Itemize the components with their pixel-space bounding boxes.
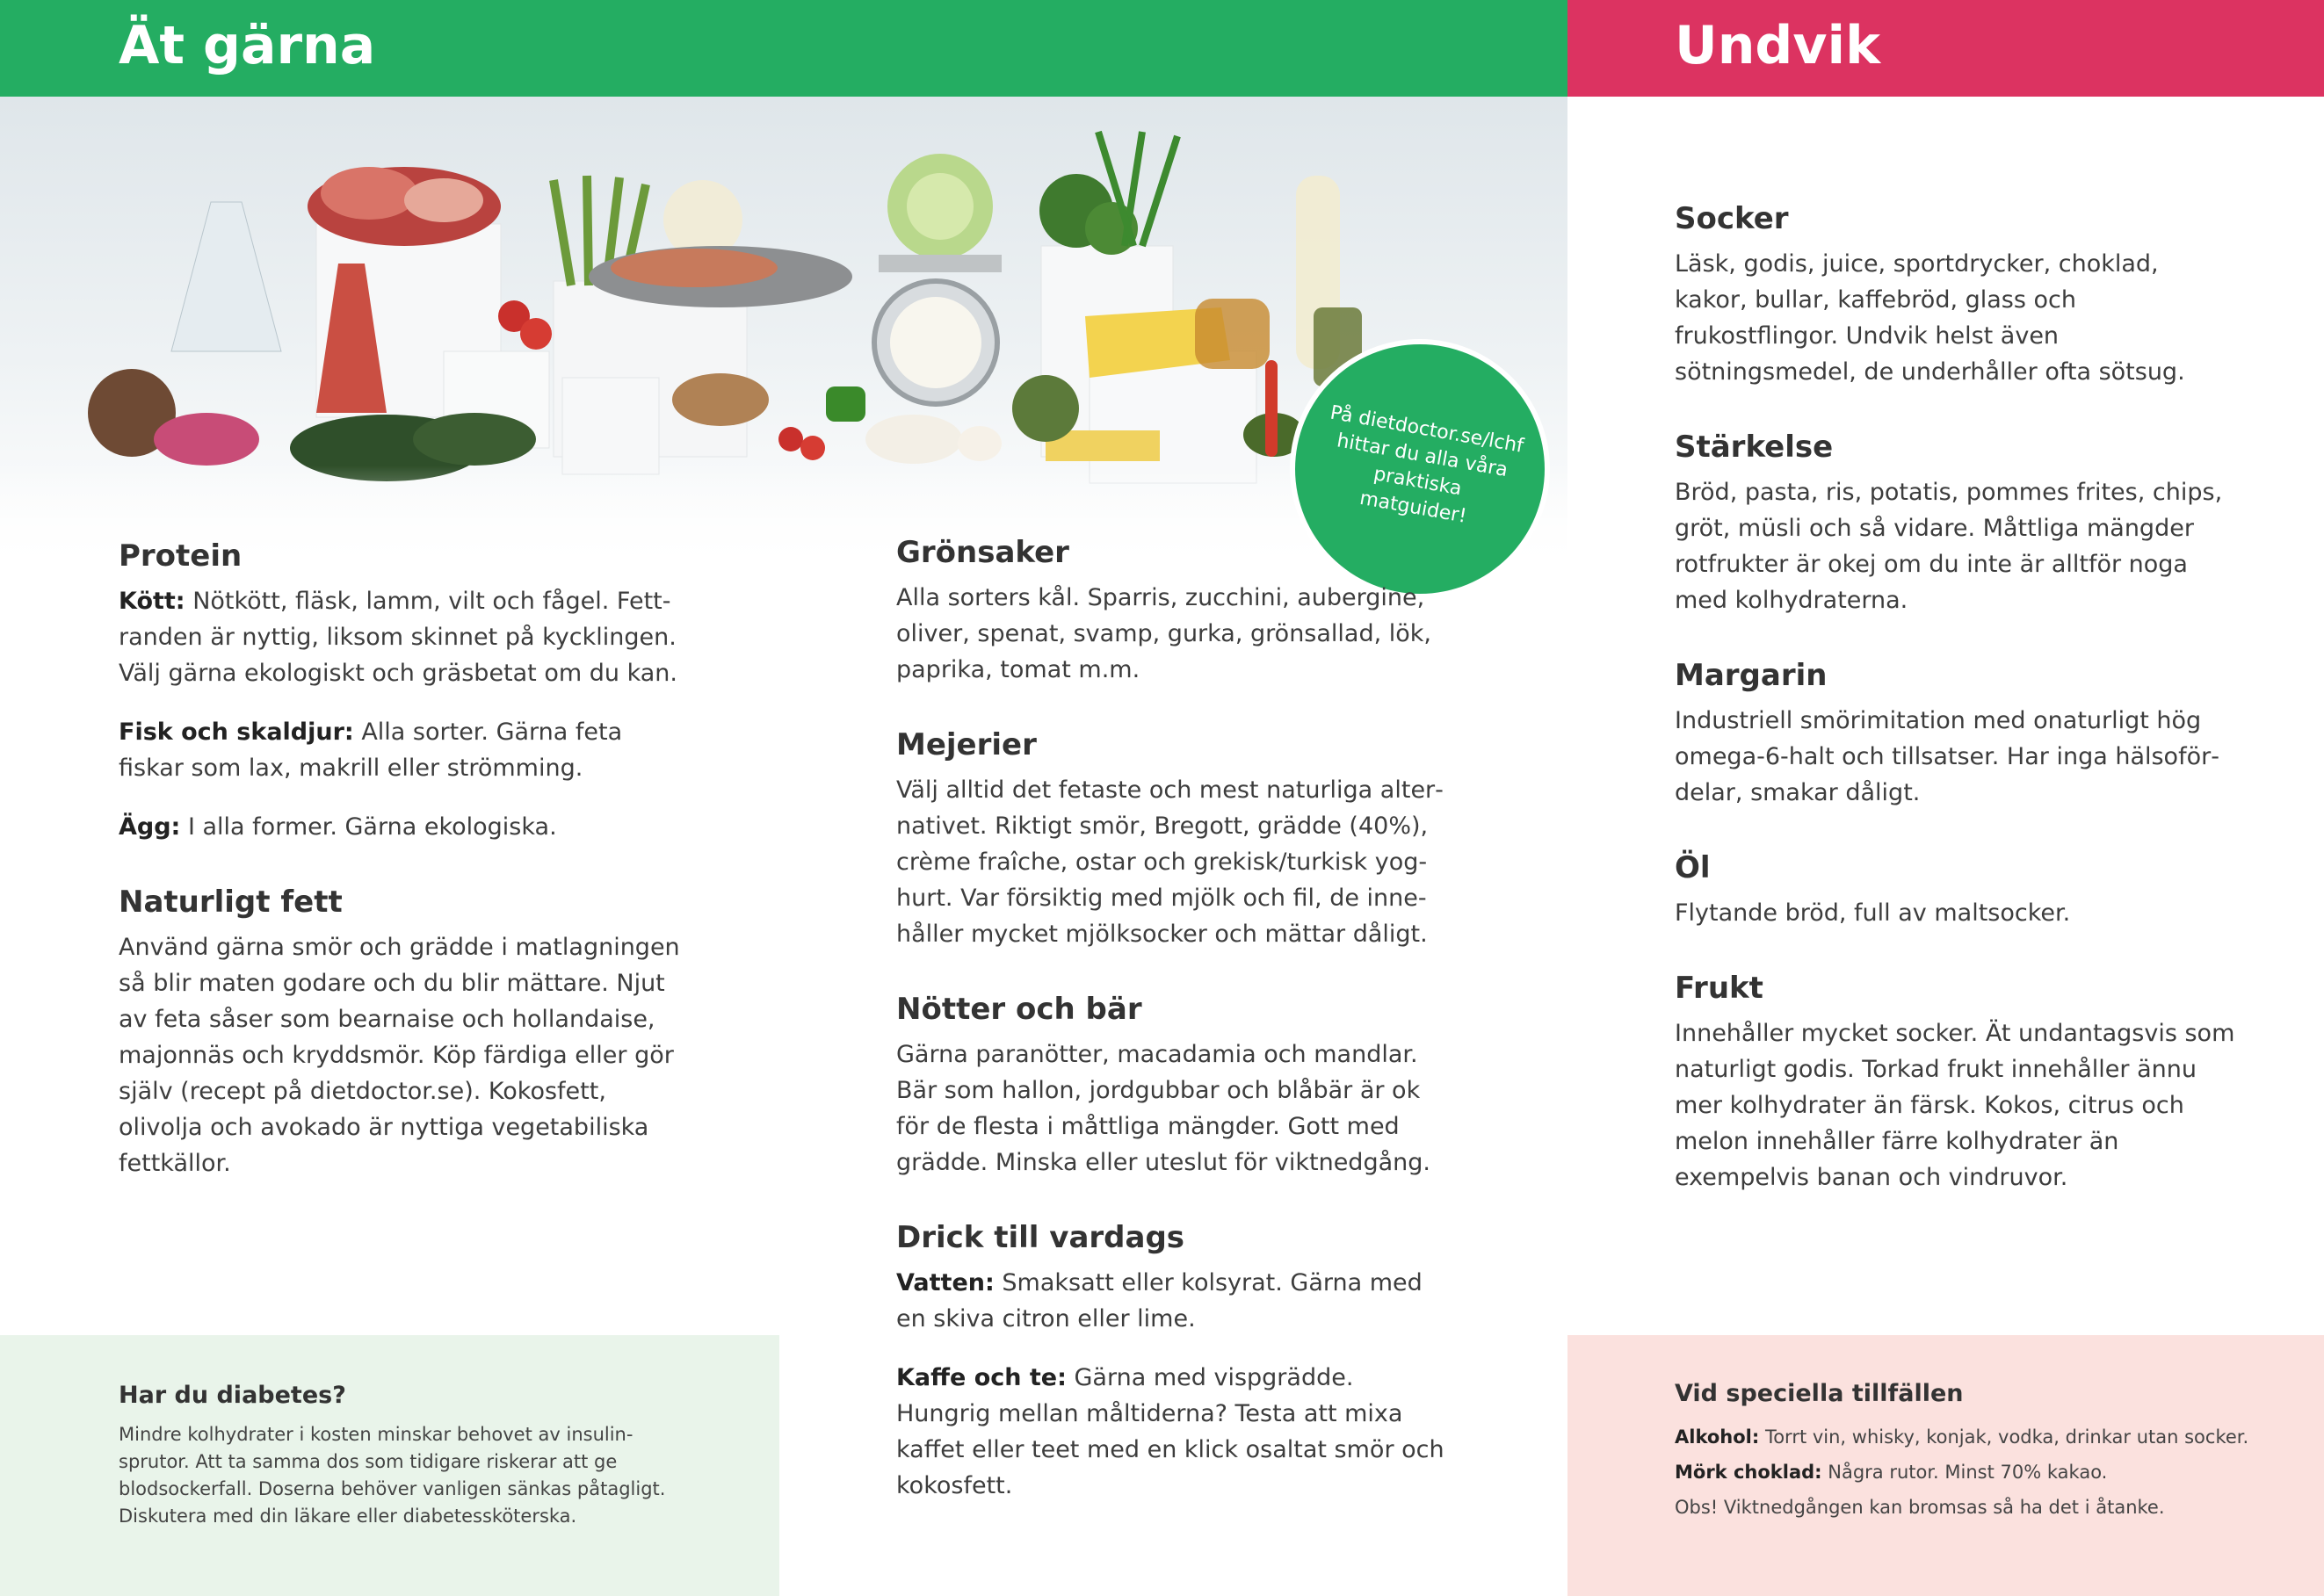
avoid-section-sugar: [1675, 200, 2237, 390]
beer-text: Flytande bröd, full av maltsocker.: [1675, 899, 2071, 927]
starch-text: Bröd, pasta, ris, potatis, pommes frites, chips, gröt, müsli och så vidare. Måttliga mängder rotfrukter är okej om du inte är alltför noga med kolhydraterna.: [1675, 479, 2223, 614]
chocolate-line: [1675, 1455, 2307, 1490]
chocolate-text: Några rutor. Minst 70% kakao.: [1821, 1462, 2108, 1483]
beer-heading: Öl: [1675, 850, 1711, 885]
egg-label: Ägg:: [119, 813, 181, 841]
nuts-text: Gärna paranötter, macadamia och mandlar. Bär som hallon, jordgubbar och blåbär är ok för de flesta i måttliga mängder. Gott med grädde. Minska eller uteslut för viktnedgång.: [896, 1041, 1430, 1176]
coffee-label: Kaffe och te:: [896, 1364, 1067, 1391]
avoid-header-banner: [1567, 0, 2324, 97]
veg-text: Alla sorters kål. Sparris, zucchini, aubergine, oliver, spenat, svamp, gurka, grönsallad, lök, paprika, tomat m.m.: [896, 584, 1432, 683]
water-paragraph: [896, 1265, 1450, 1337]
water-label: Vatten:: [896, 1269, 995, 1296]
starch-heading: Stärkelse: [1675, 430, 1834, 465]
fat-text: Använd gärna smör och grädde i matlagningen så blir maten godare och du blir mättare. Njut av feta såser som bearnaise och hollandaise, majonnäs och kryddsmör. Köp färdiga eller gör själv (recept på dietdoctor.se). Kokosfett, olivolja och avokado är nyttiga vegetabiliska fettkällor.: [119, 934, 680, 1177]
eat-title: Ät gärna: [119, 15, 376, 76]
nuts-section: [896, 991, 1450, 1181]
dairy-section: [896, 726, 1450, 952]
diabetes-box: [0, 1335, 779, 1596]
fat-heading: Naturligt fett: [119, 885, 343, 920]
alcohol-label: Alkohol:: [1675, 1426, 1760, 1448]
badge-text: På dietdoctor.se/lchf hittar du alla våra praktiska matguider!: [1328, 401, 1525, 528]
special-occasions-box: [1567, 1335, 2324, 1596]
margarine-text: Industriell smörimitation med onaturligt hög omega-6-halt och tillsatser. Har inga hälsofördelar, smakar dåligt.: [1675, 707, 2219, 806]
chocolate-label: Mörk choklad:: [1675, 1462, 1822, 1483]
protein-section: [119, 538, 690, 845]
avoid-section-fruit: [1675, 970, 2237, 1195]
fish-text: Alla sorter. Gärna feta fiskar som lax, makrill eller strömming.: [119, 719, 623, 782]
meat-paragraph: [119, 583, 690, 691]
diabetes-title: Har du diabetes?: [119, 1382, 346, 1409]
avoid-section-margarine: [1675, 657, 2237, 811]
egg-text: I alla former. Gärna ekologiska.: [180, 813, 557, 841]
eat-header-banner: [0, 0, 1567, 97]
margarine-heading: Margarin: [1675, 658, 1828, 693]
diabetes-text: Mindre kolhydrater i kosten minskar behovet av insulinsprutor. Att ta samma dos som tidigare riskerar att ge blodsockerfall. Doserna behöver vanligen sänkas påtagligt. Diskutera med din läkare eller diabetessköterska.: [119, 1424, 666, 1527]
column-protein-fat: [119, 538, 690, 1220]
dairy-heading: Mejerier: [896, 727, 1037, 762]
coffee-text: Gärna med vispgrädde. Hungrig mellan måltiderna? Testa att mixa kaffet eller teet med en klick osaltat smör och kokosfett.: [896, 1364, 1444, 1499]
veg-heading: Grönsaker: [896, 535, 1069, 570]
special-title: Vid speciella tillfällen: [1675, 1380, 1964, 1407]
sugar-text: Läsk, godis, juice, sportdrycker, choklad, kakor, bullar, kaffebröd, glass och frukostflingor. Undvik helst även sötningsmedel, de underhåller ofta sötsug.: [1675, 250, 2185, 386]
meat-text: Nötkött, fläsk, lamm, vilt och fågel. Fettranden är nyttig, liksom skinnet på kycklingen. Välj gärna ekologiskt och gräsbetat om du kan.: [119, 588, 677, 687]
protein-heading: Protein: [119, 538, 243, 574]
avoid-section-beer: [1675, 849, 2237, 931]
sugar-heading: Socker: [1675, 201, 1789, 236]
fish-paragraph: [119, 714, 690, 786]
fish-label: Fisk och skaldjur:: [119, 719, 354, 746]
avoid-section-starch: [1675, 429, 2237, 618]
column-avoid: [1675, 200, 2237, 1234]
avoid-title: Undvik: [1675, 15, 1880, 76]
nuts-heading: Nötter och bär: [896, 992, 1142, 1027]
veg-section: [896, 534, 1450, 688]
fat-section: [119, 884, 690, 1181]
dairy-text: Välj alltid det fetaste och mest naturliga alternativet. Riktigt smör, Bregott, grädde (40%), crème fraîche, ostar och grekisk/turkisk yoghurt. Var försiktig med mjölk och fil, de innehåller mycket mjölksocker och mättar dåligt.: [896, 776, 1444, 948]
fruit-heading: Frukt: [1675, 971, 1763, 1006]
egg-paragraph: [119, 809, 690, 845]
column-veg-dairy: [896, 534, 1450, 1542]
special-note: Obs! Viktnedgången kan bromsas så ha det i åtanke.: [1675, 1497, 2165, 1518]
water-text: Smaksatt eller kolsyrat. Gärna med en skiva citron eller lime.: [896, 1269, 1423, 1332]
drink-section: [896, 1219, 1450, 1504]
coffee-paragraph: [896, 1360, 1450, 1504]
meat-label: Kött:: [119, 588, 185, 615]
fruit-text: Innehåller mycket socker. Ät undantagsvis som naturligt godis. Torkad frukt innehåller ännu mer kolhydrater än färsk. Kokos, citrus och melon innehåller färre kolhydrater än exempelvis banan och vindruvor.: [1675, 1020, 2235, 1191]
alcohol-line: [1675, 1419, 2307, 1455]
drink-heading: Drick till vardags: [896, 1220, 1185, 1255]
alcohol-text: Torrt vin, whisky, konjak, vodka, drinkar utan socker.: [1759, 1426, 2249, 1448]
